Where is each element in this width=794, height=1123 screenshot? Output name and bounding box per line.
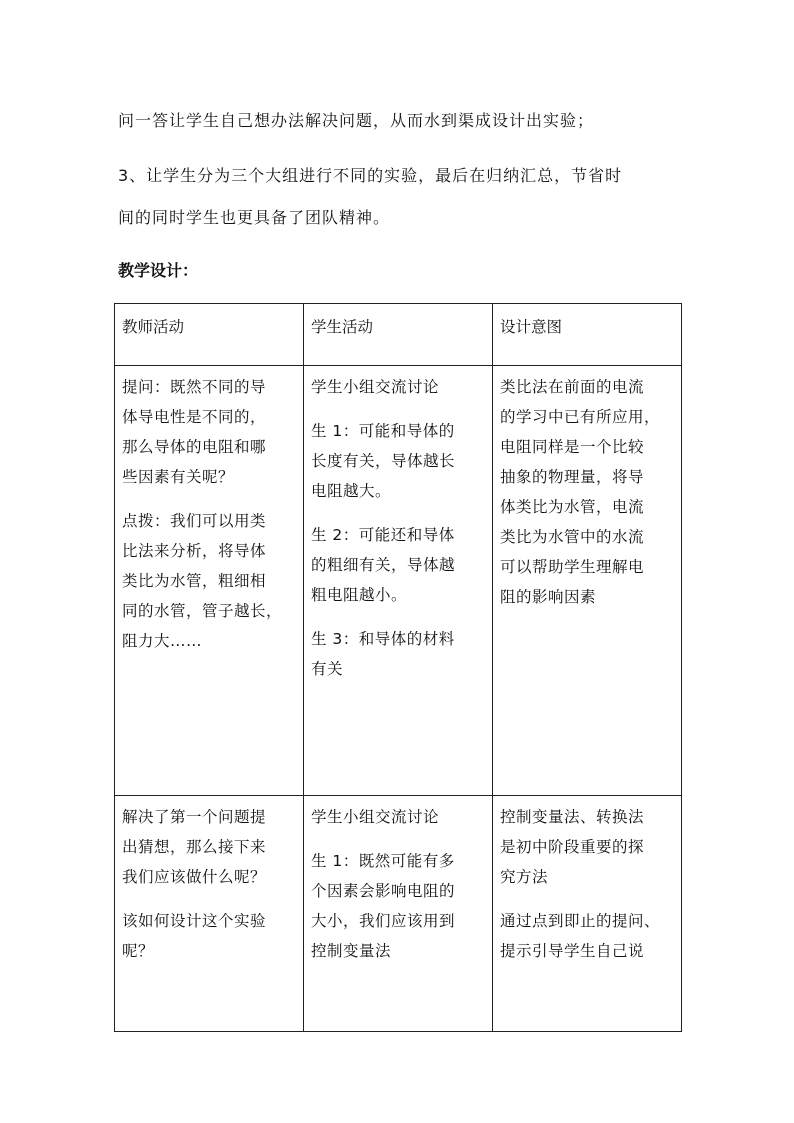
table-header-row xyxy=(115,304,682,366)
cell-paragraph xyxy=(122,506,297,656)
cell-paragraph xyxy=(122,906,297,966)
cell-text-line: 控制变量法 xyxy=(311,942,392,960)
header-student-activity: 学生活动 xyxy=(304,304,493,366)
cell-text-line: 生 3：和导体的材料 xyxy=(311,630,455,648)
section-heading: 教学设计： xyxy=(118,261,199,280)
student-activity-cell xyxy=(304,366,493,796)
cell-paragraph xyxy=(500,372,675,612)
cell-text-line: 电阻越大。 xyxy=(311,482,392,500)
cell-paragraph xyxy=(311,520,486,610)
cell-text-line: 出猜想，那么接下来 xyxy=(122,838,267,856)
table-row xyxy=(115,796,682,1032)
intro-line-3: 间的同时学生也更具备了团队精神。 xyxy=(118,208,391,227)
header-design-intent: 设计意图 xyxy=(493,304,682,366)
intro-line-1: 问一答让学生自己想办法解决问题，从而水到渠成设计出实验； xyxy=(118,111,595,130)
cell-text-line: 类比为水管，粗细相 xyxy=(122,572,267,590)
teaching-design-table xyxy=(114,303,682,1032)
cell-text-line: 体类比为水管，电流 xyxy=(500,498,645,516)
cell-text-line: 有关 xyxy=(311,660,344,678)
design-intent-cell xyxy=(493,366,682,796)
cell-text-line: 类比为水管中的水流 xyxy=(500,528,645,546)
cell-paragraph xyxy=(311,416,486,506)
cell-text-line: 我们应该做什么呢？ xyxy=(122,868,267,886)
cell-text-line: 解决了第一个问题提 xyxy=(122,808,267,826)
teacher-activity-cell xyxy=(115,366,304,796)
cell-text-line: 可以帮助学生理解电 xyxy=(500,558,645,576)
teacher-activity-cell xyxy=(115,796,304,1032)
cell-text-line: 通过点到即止的提问、 xyxy=(500,912,661,930)
cell-text-line: 大小，我们应该用到 xyxy=(311,912,456,930)
cell-text-line: 的粗细有关，导体越 xyxy=(311,556,456,574)
cell-paragraph xyxy=(122,372,297,492)
cell-text-line: 粗电阻越小。 xyxy=(311,586,408,604)
cell-text-line: 提问：既然不同的导 xyxy=(122,378,267,396)
cell-paragraph xyxy=(311,846,486,966)
cell-text-line: 个因素会影响电阻的 xyxy=(311,882,456,900)
cell-text-line: 电阻同样是一个比较 xyxy=(500,438,645,456)
cell-text-line: 生 2：可能还和导体 xyxy=(311,526,455,544)
cell-text-line: 阻的影响因素 xyxy=(500,588,597,606)
cell-text-line: 那么导体的电阻和哪 xyxy=(122,438,267,456)
cell-paragraph xyxy=(500,802,675,892)
cell-text-line: 学生小组交流讨论 xyxy=(311,378,440,396)
cell-paragraph xyxy=(311,802,486,832)
table-row xyxy=(115,366,682,796)
cell-text-line: 控制变量法、转换法 xyxy=(500,808,645,826)
intro-line-2: 3、让学生分为三个大组进行不同的实验，最后在归纳汇总，节省时 xyxy=(118,166,623,185)
cell-text-line: 呢？ xyxy=(122,942,155,960)
cell-text-line: 体导电性是不同的， xyxy=(122,408,267,426)
cell-text-line: 的学习中已有所应用， xyxy=(500,408,661,426)
cell-paragraph xyxy=(122,802,297,892)
cell-paragraph xyxy=(500,906,675,966)
cell-text-line: 生 1：可能和导体的 xyxy=(311,422,455,440)
cell-paragraph xyxy=(311,372,486,402)
cell-text-line: 抽象的物理量，将导 xyxy=(500,468,645,486)
cell-text-line: 究方法 xyxy=(500,868,549,886)
cell-text-line: 比法来分析，将导体 xyxy=(122,542,267,560)
cell-text-line: 提示引导学生自己说 xyxy=(500,942,645,960)
cell-text-line: 该如何设计这个实验 xyxy=(122,912,267,930)
cell-text-line: 生 1：既然可能有多 xyxy=(311,852,455,870)
student-activity-cell xyxy=(304,796,493,1032)
header-teacher-activity: 教师活动 xyxy=(115,304,304,366)
cell-text-line: 长度有关，导体越长 xyxy=(311,452,456,470)
cell-text-line: 点拨：我们可以用类 xyxy=(122,512,267,530)
cell-text-line: 是初中阶段重要的探 xyxy=(500,838,645,856)
design-intent-cell xyxy=(493,796,682,1032)
cell-text-line: 学生小组交流讨论 xyxy=(311,808,440,826)
cell-text-line: 些因素有关呢？ xyxy=(122,468,235,486)
cell-text-line: 同的水管，管子越长， xyxy=(122,602,283,620)
cell-text-line: 类比法在前面的电流 xyxy=(500,378,645,396)
cell-paragraph xyxy=(311,624,486,684)
cell-text-line: 阻力大…… xyxy=(122,632,203,650)
